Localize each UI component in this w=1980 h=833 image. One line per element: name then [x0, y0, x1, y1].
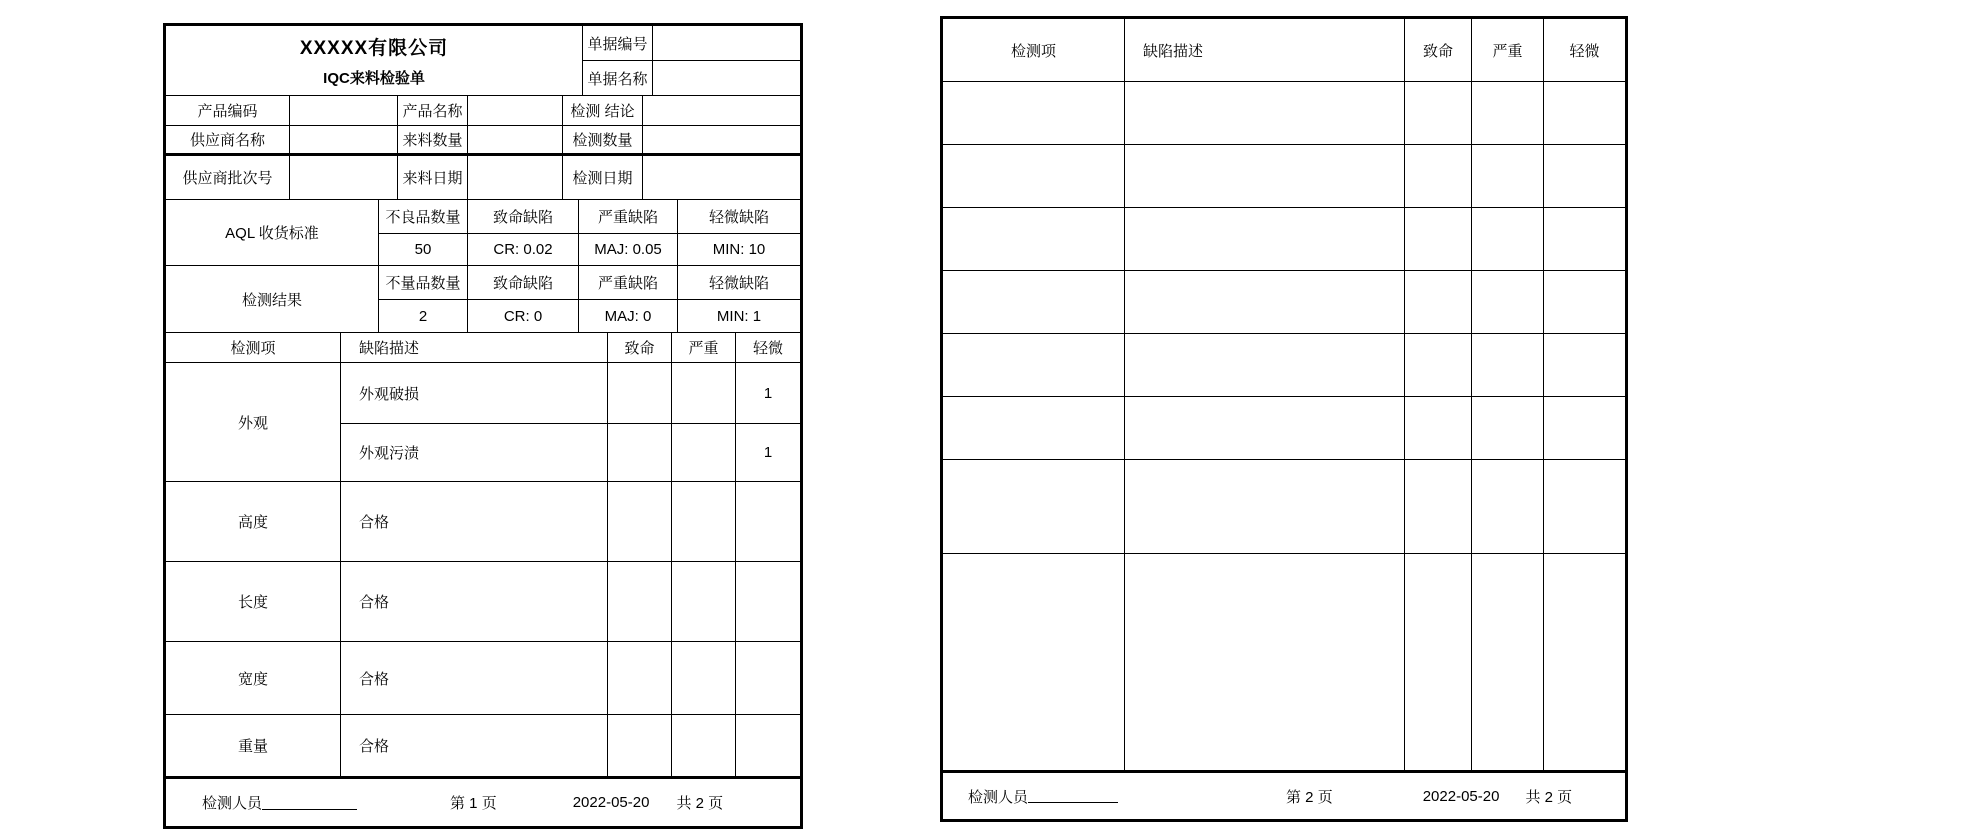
result-critical-value: CR: 0 — [468, 300, 579, 332]
product-code-label: 产品编码 — [166, 96, 290, 125]
detail-header-critical: 致命 — [1405, 19, 1472, 81]
detail-header-critical: 致命 — [608, 333, 672, 362]
aql-section — [166, 200, 800, 266]
incoming-date-label: 来料日期 — [398, 156, 468, 199]
critical-count — [608, 562, 672, 641]
result-subtable — [379, 266, 800, 332]
major-count — [672, 482, 736, 561]
doc-info-block — [583, 26, 800, 95]
form-title: IQC来料检验单 — [323, 70, 425, 87]
detail-header-row — [166, 333, 800, 363]
minor-count: 1 — [763, 384, 773, 402]
empty-detail-row — [943, 271, 1625, 334]
major-count — [672, 642, 736, 714]
aql-minor-header: 轻微缺陷 — [708, 209, 769, 226]
inspect-conclusion-value — [643, 96, 800, 125]
result-defective-qty-value: 2 — [379, 300, 468, 332]
empty-detail-row — [943, 397, 1625, 460]
result-major-value: MAJ: 0 — [579, 300, 678, 332]
defect-desc: 外观破损 — [341, 363, 608, 423]
aql-standard-label: AQL 收货标准 — [166, 200, 379, 265]
result-section — [166, 266, 800, 333]
page-number: 第 1 页 — [450, 795, 497, 812]
inspector-label: 检测人员 — [968, 788, 1029, 806]
empty-detail-row — [943, 460, 1625, 554]
inspector-label: 检测人员 — [202, 795, 263, 812]
aql-major-value: MAJ: 0.05 — [579, 234, 678, 265]
doc-name-label: 单据名称 — [583, 61, 653, 95]
empty-detail-row — [943, 554, 1625, 770]
critical-count — [608, 715, 672, 776]
company-name: XXXXX有限公司 — [299, 38, 449, 59]
form-page-2 — [940, 16, 1628, 822]
detail-row-appearance-stain — [341, 424, 800, 481]
product-code-value — [290, 96, 398, 125]
aql-defective-qty-value: 50 — [379, 234, 468, 265]
detail-header-major: 严重 — [672, 333, 736, 362]
critical-count — [608, 424, 672, 481]
info-row-product — [166, 96, 800, 126]
defect-desc: 外观污渍 — [341, 424, 608, 481]
empty-detail-row — [943, 208, 1625, 271]
inspect-qty-label: 检测数量 — [563, 126, 643, 153]
major-count — [672, 562, 736, 641]
detail-item-name: 重量 — [166, 715, 341, 776]
aql-header-row — [379, 200, 800, 234]
inspect-date-label: 检测日期 — [563, 156, 643, 199]
detail-item-name: 高度 — [166, 482, 341, 561]
detail-group-length — [166, 562, 800, 642]
detail-group-weight — [166, 715, 800, 776]
doc-number-value — [653, 26, 800, 60]
detail-header-minor: 轻微 — [752, 340, 783, 357]
detail-header-row — [943, 19, 1625, 82]
defect-desc: 合格 — [341, 715, 608, 776]
aql-major-header: 严重缺陷 — [579, 200, 678, 233]
empty-detail-row — [943, 82, 1625, 145]
detail-header-item: 检测项 — [166, 333, 341, 362]
detail-group-appearance — [166, 363, 800, 482]
doc-name-value — [653, 61, 800, 95]
result-defective-qty-header: 不量品数量 — [379, 266, 468, 299]
incoming-qty-label: 来料数量 — [398, 126, 468, 153]
result-label: 检测结果 — [166, 266, 379, 332]
total-pages: 共 2 页 — [676, 795, 724, 812]
footer-date: 2022-05-20 — [1422, 787, 1500, 805]
detail-group-width — [166, 642, 800, 715]
header-row — [166, 26, 800, 96]
detail-header-desc: 缺陷描述 — [341, 333, 608, 362]
inspect-qty-value — [643, 126, 800, 153]
minor-count: 1 — [763, 444, 773, 461]
incoming-date-value — [468, 156, 563, 199]
detail-item-name: 长度 — [166, 562, 341, 641]
detail-row-appearance-damage — [341, 363, 800, 424]
result-value-row — [379, 300, 800, 332]
empty-detail-row — [943, 145, 1625, 208]
form-page-1 — [163, 23, 803, 829]
product-name-label: 产品名称 — [398, 96, 468, 125]
aql-critical-header: 致命缺陷 — [468, 200, 579, 233]
detail-header-item: 检测项 — [943, 19, 1125, 81]
detail-item-name: 外观 — [166, 363, 341, 481]
supplier-name-label: 供应商名称 — [166, 126, 290, 153]
supplier-batch-value — [290, 156, 398, 199]
supplier-batch-label: 供应商批次号 — [166, 156, 290, 199]
result-critical-header: 致命缺陷 — [468, 266, 579, 299]
minor-count — [736, 562, 800, 641]
page2-footer — [943, 770, 1625, 819]
minor-count — [736, 482, 800, 561]
result-header-row — [379, 266, 800, 300]
inspector-signature-line — [1028, 789, 1118, 803]
major-count — [672, 424, 736, 481]
major-count — [672, 715, 736, 776]
doc-number-row — [583, 26, 800, 61]
inspector-signature-line — [262, 796, 357, 810]
info-row-supplier — [166, 126, 800, 156]
inspect-conclusion-label: 检测 结论 — [563, 96, 643, 125]
total-pages: 共 2 页 — [1525, 788, 1573, 806]
minor-count — [736, 642, 800, 714]
footer-date: 2022-05-20 — [572, 794, 650, 811]
detail-header-desc: 缺陷描述 — [1125, 19, 1405, 81]
defect-desc: 合格 — [341, 642, 608, 714]
detail-header-minor: 轻微 — [1569, 42, 1600, 60]
minor-count — [736, 715, 800, 776]
aql-defective-qty-header: 不良品数量 — [379, 200, 468, 233]
info-row-batch — [166, 156, 800, 200]
defect-desc: 合格 — [341, 562, 608, 641]
critical-count — [608, 363, 672, 423]
critical-count — [608, 482, 672, 561]
doc-number-label: 单据编号 — [583, 26, 653, 60]
page1-footer — [166, 776, 800, 826]
doc-name-row — [583, 61, 800, 95]
detail-group-height — [166, 482, 800, 562]
aql-critical-value: CR: 0.02 — [468, 234, 579, 265]
aql-value-row — [379, 234, 800, 265]
result-minor-header: 轻微缺陷 — [708, 275, 769, 292]
major-count — [672, 363, 736, 423]
inspect-date-value — [643, 156, 800, 199]
product-name-value — [468, 96, 563, 125]
supplier-name-value — [290, 126, 398, 153]
aql-minor-value: MIN: 10 — [712, 241, 766, 258]
empty-detail-row — [943, 334, 1625, 397]
detail-item-name: 宽度 — [166, 642, 341, 714]
critical-count — [608, 642, 672, 714]
page-number: 第 2 页 — [1286, 788, 1333, 806]
result-major-header: 严重缺陷 — [579, 266, 678, 299]
detail-header-major: 严重 — [1472, 19, 1544, 81]
title-block — [166, 26, 583, 95]
incoming-qty-value — [468, 126, 563, 153]
result-minor-value: MIN: 1 — [716, 307, 762, 325]
aql-subtable — [379, 200, 800, 265]
defect-desc: 合格 — [341, 482, 608, 561]
